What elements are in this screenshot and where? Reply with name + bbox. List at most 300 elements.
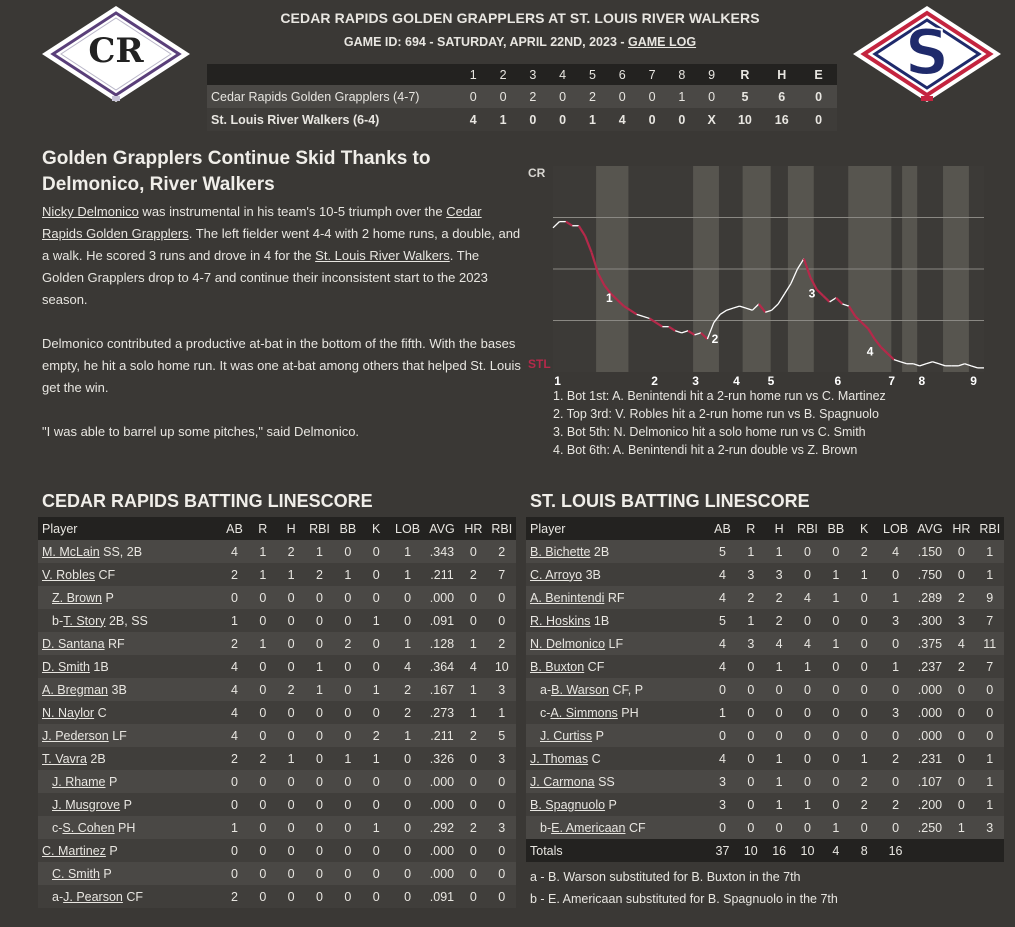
player-cell [38,586,220,609]
batter-row [38,862,516,885]
stat-cell: 0 [220,770,248,793]
stat-cell: 1 [488,701,516,724]
stat-cell: 0 [947,770,975,793]
player-link[interactable]: V. Robles [42,567,96,582]
stat-cell: 0 [488,862,516,885]
stat-cell: .326 [425,747,459,770]
stat-cell: 1 [390,632,424,655]
column-header: RBI [305,517,333,540]
stat-cell: 0 [249,839,277,862]
player-link[interactable]: T. Story [63,613,106,628]
stat-cell: 1 [362,609,390,632]
stat-cell: 1 [737,609,765,632]
stat-cell: 4 [947,632,975,655]
stat-cell: 0 [334,862,362,885]
stat-cell: 3 [737,563,765,586]
stat-cell: 4 [220,540,248,563]
stat-cell: 0 [334,609,362,632]
player-position: PH [617,705,639,720]
player-link[interactable]: Z. Brown [52,590,103,605]
stat-cell: 2 [878,793,912,816]
stat-cell: 0 [220,839,248,862]
stat-cell: 0 [459,609,487,632]
stat-cell: 2 [850,793,878,816]
player-cell [38,563,220,586]
stat-cell: 7 [488,563,516,586]
stat-cell: 0 [277,816,305,839]
inning-score: 1 [488,108,518,131]
player-link[interactable]: M. McLain [42,544,100,559]
player-cell [38,632,220,655]
stat-cell: 0 [793,563,821,586]
team-link[interactable]: St. Louis River Walkers [315,248,450,263]
stat-cell: 3 [765,563,793,586]
batter-row [38,655,516,678]
totals-label: Totals [526,839,708,862]
stat-cell: 1 [277,747,305,770]
inning-score: 2 [518,85,548,108]
stat-cell: .128 [425,632,459,655]
stat-cell: 0 [878,816,912,839]
event-note: 3. Bot 5th: N. Delmonico hit a solo home run vs C. Smith [553,425,866,439]
stat-cell: 0 [459,770,487,793]
inning-header: 6 [607,64,637,85]
stat-cell: 4 [765,632,793,655]
column-header: Player [526,517,708,540]
batting-header-row [526,517,1004,540]
stat-cell: 0 [390,586,424,609]
stat-cell: 3 [947,609,975,632]
player-link[interactable]: J. Rhame [52,774,106,789]
stat-cell: 1 [459,632,487,655]
stat-cell: 0 [793,770,821,793]
inning-score: 1 [578,108,608,131]
player-link[interactable]: N. Naylor [42,705,95,720]
total-cell [976,839,1004,862]
player-position: PH [114,820,136,835]
column-header: RBI [976,517,1004,540]
stat-cell: 0 [277,632,305,655]
batting-header-row [38,517,516,540]
player-link[interactable]: J. Pederson [42,728,109,743]
stat-cell: 0 [822,701,850,724]
player-link[interactable]: E. Americaan [551,820,626,835]
stat-cell: .000 [425,862,459,885]
stat-cell: 1 [976,540,1004,563]
player-link[interactable]: C. Smith [52,866,100,881]
stat-cell: 0 [947,563,975,586]
stat-cell: 1 [976,563,1004,586]
stat-cell: 2 [878,747,912,770]
stat-cell: 2 [305,563,333,586]
stat-cell: 0 [793,747,821,770]
stat-cell: 1 [850,563,878,586]
stat-cell: .211 [425,724,459,747]
column-header: BB [822,517,850,540]
player-link[interactable]: A. Bregman [42,682,109,697]
game-linescore [207,64,837,131]
total-cell [947,839,975,862]
stat-cell: 0 [305,724,333,747]
player-position: 2B, SS [105,613,148,628]
stat-cell: 5 [488,724,516,747]
stat-cell: 0 [390,862,424,885]
stat-cell: 0 [488,609,516,632]
player-cell [38,609,220,632]
game-log-link[interactable]: GAME LOG [628,35,697,49]
batter-row [526,563,1004,586]
stat-cell: 2 [334,632,362,655]
player-cell [526,793,708,816]
player-link[interactable]: A. Simmons [550,705,618,720]
inning-header: 9 [697,64,727,85]
team-link[interactable]: Cedar Rapids Golden Grapplers [42,204,482,241]
stat-cell: 0 [334,701,362,724]
stat-cell: .000 [913,724,947,747]
player-link[interactable]: C. Martinez [42,843,106,858]
stat-cell: 4 [220,701,248,724]
x-tick-label: 1 [554,374,561,388]
stat-cell: 0 [334,586,362,609]
x-tick-label: 8 [918,374,926,388]
stat-cell: 0 [488,885,516,908]
batter-row [526,609,1004,632]
stat-cell: 0 [305,701,333,724]
inning-header: 5 [578,64,608,85]
player-cell [38,816,220,839]
stat-cell: 0 [305,770,333,793]
column-header: BB [334,517,362,540]
player-position: P [605,797,617,812]
stat-cell: 0 [305,862,333,885]
stat-cell: 0 [249,701,277,724]
player-link[interactable]: J. Curtiss [540,728,593,743]
stat-cell: 0 [947,724,975,747]
player-link[interactable]: D. Santana [42,636,105,651]
game-id-date: GAME ID: 694 - SATURDAY, APRIL 22ND, 2023 - [343,35,629,49]
column-header: LOB [390,517,424,540]
batter-row [526,678,1004,701]
player-link[interactable]: N. Delmonico [530,636,606,651]
stat-cell: 0 [362,770,390,793]
column-header: LOB [878,517,912,540]
inning-score: 1 [667,85,697,108]
player-position: LF [108,728,127,743]
stat-cell: 0 [765,724,793,747]
stat-cell: 1 [334,563,362,586]
inning-score: 0 [458,85,488,108]
player-link[interactable]: J. Pearson [63,889,123,904]
player-cell [526,586,708,609]
stat-cell: 0 [305,839,333,862]
player-link[interactable]: J. Thomas [530,751,589,766]
player-cell [38,678,220,701]
stat-cell: 0 [390,816,424,839]
stat-cell: 0 [305,885,333,908]
stat-cell: 2 [850,540,878,563]
substitution-note: a - B. Warson substituted for B. Buxton in the 7th [530,870,801,884]
stat-cell: 0 [947,747,975,770]
stat-cell: .375 [913,632,947,655]
stat-cell: 1 [305,655,333,678]
column-header: R [249,517,277,540]
stat-cell: 1 [390,563,424,586]
stat-cell: 0 [850,724,878,747]
column-header: H [277,517,305,540]
stat-cell: 0 [334,770,362,793]
inning-header: 3 [518,64,548,85]
stat-cell: .750 [913,563,947,586]
player-link[interactable]: B. Spagnuolo [530,797,606,812]
stat-cell: 0 [488,586,516,609]
stat-cell: 0 [793,540,821,563]
inning-score: X [697,108,727,131]
batter-row [526,747,1004,770]
stat-cell: 1 [765,770,793,793]
stat-cell: 1 [765,540,793,563]
stat-cell: 1 [850,747,878,770]
stat-cell: 1 [793,655,821,678]
batter-row [38,563,516,586]
player-position: 3B [582,567,601,582]
stat-cell: 1 [362,678,390,701]
batter-row [526,724,1004,747]
team-name: St. Louis River Walkers (6-4) [207,108,458,131]
inning-score: 0 [488,85,518,108]
stat-cell: 0 [390,839,424,862]
player-cell [38,655,220,678]
sub-prefix: c- [540,705,551,720]
home-batting-title: ST. LOUIS BATTING LINESCORE [530,491,810,511]
column-header: H [765,517,793,540]
column-header: HR [947,517,975,540]
player-link[interactable]: B. Buxton [530,659,585,674]
stat-cell: 0 [737,793,765,816]
inning-header: 1 [458,64,488,85]
stat-cell: 0 [976,701,1004,724]
stat-cell: 10 [488,655,516,678]
stat-cell: 5 [708,540,736,563]
stat-cell: .237 [913,655,947,678]
stat-cell: 0 [334,724,362,747]
stat-cell: 0 [878,678,912,701]
player-cell [526,678,708,701]
stat-cell: 1 [334,747,362,770]
inning-header: R [727,64,764,85]
batter-row [526,586,1004,609]
total-cell: 10 [793,839,821,862]
column-header: AVG [425,517,459,540]
stat-cell: 2 [765,609,793,632]
stat-cell: 0 [459,747,487,770]
total-cell: 16 [878,839,912,862]
event-marker: 1 [606,290,613,305]
player-cell [38,885,220,908]
stat-cell: .150 [913,540,947,563]
stat-cell: 4 [459,655,487,678]
player-cell [38,862,220,885]
stat-cell: 0 [947,678,975,701]
event-note: 4. Bot 6th: A. Benintendi hit a 2-run double vs Z. Brown [553,443,858,457]
column-header: R [737,517,765,540]
player-position: 3B [108,682,127,697]
stat-cell: 0 [459,586,487,609]
player-link[interactable]: J. Carmona [530,774,595,789]
total-cell: 4 [822,839,850,862]
stat-cell: 1 [878,586,912,609]
column-header: AVG [913,517,947,540]
player-link[interactable]: J. Musgrove [52,797,121,812]
stat-cell: 2 [390,678,424,701]
player-position: P [105,843,118,858]
stat-cell: 0 [793,816,821,839]
away-team-logo [40,4,192,104]
total-h: 16 [763,108,800,131]
x-tick-label: 5 [767,374,775,388]
x-tick-label: 6 [834,374,842,388]
stat-cell: 1 [249,632,277,655]
stat-cell: .289 [913,586,947,609]
player-link[interactable]: Nicky Delmonico [42,204,139,219]
inning-score: 0 [697,85,727,108]
stat-cell: .292 [425,816,459,839]
sub-prefix: c- [52,820,63,835]
stat-cell: 1 [737,540,765,563]
stat-cell: 4 [220,678,248,701]
x-tick-label: 7 [888,374,896,388]
event-note: 1. Bot 1st: A. Benintendi hit a 2-run home run vs C. Martinez [553,389,886,403]
inning-score: 4 [607,108,637,131]
player-cell [38,540,220,563]
team-header [207,64,458,85]
stat-cell: 0 [488,770,516,793]
stat-cell: 0 [737,655,765,678]
stat-cell: 1 [822,563,850,586]
stat-cell: 2 [737,586,765,609]
player-link[interactable]: B. Bichette [530,544,591,559]
stat-cell: 0 [793,701,821,724]
stat-cell: 1 [976,747,1004,770]
stat-cell: 0 [305,632,333,655]
batter-row [38,632,516,655]
story-paragraph: Delmonico contributed a productive at-bat in the bottom of the fifth. With the bases empty, he hit a solo home run. It was one at-bat among others that helped St. Louis get the win. [42,336,521,395]
inning-score: 4 [458,108,488,131]
substitution-note: b - E. Americaan substituted for B. Spagnuolo in the 7th [530,892,838,906]
stat-cell: 0 [277,701,305,724]
stat-cell: 1 [976,793,1004,816]
stat-cell: 0 [249,586,277,609]
player-position: CF, P [609,682,644,697]
player-cell [526,770,708,793]
x-tick-label: 9 [970,374,977,388]
player-link[interactable]: T. Vavra [42,751,87,766]
stat-cell: 0 [334,816,362,839]
stat-cell: .000 [913,701,947,724]
column-header: K [850,517,878,540]
x-tick-label: 2 [651,374,658,388]
away-logo-text: CR [88,31,144,71]
substitution-notes [530,866,838,910]
stat-cell: 4 [878,540,912,563]
column-header: RBI [488,517,516,540]
stat-cell: 0 [459,793,487,816]
player-link[interactable]: R. Hoskins [530,613,591,628]
stat-cell: 0 [947,701,975,724]
stat-cell: 0 [737,701,765,724]
story-body: Nicky Delmonico was instrumental in his team's 10-5 triumph over the Cedar Rapids Golden Grapplers. The left fielder went 4-4 with 2 home runs, a double, and a walk. He scored 3 runs and drove in 4 for the St. Louis River Walkers. The Golden Grapplers drop to 4-7 and continue their inconsistent start to the 2023 season. Delmonico contributed a productive at-bat in the bottom of the fifth. With the bases empty, he hit a solo home run. It was one at-bat among others that helped St. Louis get the win. "I was able to barrel up some pitches," said Delmonico. [42,201,522,465]
player-link[interactable]: D. Smith [42,659,90,674]
stat-cell: 0 [793,724,821,747]
player-link[interactable]: C. Arroyo [530,567,583,582]
stat-cell: 1 [459,678,487,701]
stat-cell: 0 [220,862,248,885]
stat-cell: .000 [913,678,947,701]
stat-cell: 1 [249,563,277,586]
stat-cell: .300 [913,609,947,632]
total-cell: 16 [765,839,793,862]
stat-cell: 0 [334,793,362,816]
stat-cell: 0 [362,839,390,862]
column-header: Player [38,517,220,540]
stat-cell: 1 [765,747,793,770]
stat-cell: 0 [459,540,487,563]
batter-row [38,885,516,908]
player-position: P [99,866,112,881]
total-r: 5 [727,85,764,108]
player-link[interactable]: A. Benintendi [530,590,605,605]
stat-cell: 0 [362,701,390,724]
stat-cell: 4 [708,747,736,770]
batter-row [38,586,516,609]
stat-cell: 2 [488,632,516,655]
stat-cell: 3 [488,816,516,839]
stat-cell: 0 [277,724,305,747]
stat-cell: 4 [793,632,821,655]
inning-header: E [800,64,837,85]
stat-cell: 3 [708,793,736,816]
stat-cell: 0 [793,678,821,701]
player-position: CF [95,567,116,582]
player-link[interactable]: S. Cohen [62,820,115,835]
sub-prefix: a- [540,682,552,697]
stat-cell: 2 [947,655,975,678]
stat-cell: .250 [913,816,947,839]
player-cell [38,839,220,862]
linescore-row [207,85,837,108]
stat-cell: 3 [976,816,1004,839]
stat-cell: 5 [708,609,736,632]
stat-cell: 2 [765,586,793,609]
stat-cell: 3 [878,609,912,632]
game-title: CEDAR RAPIDS GOLDEN GRAPPLERS AT ST. LOUIS RIVER WALKERS [280,10,760,26]
stat-cell: 0 [305,609,333,632]
stat-cell: 0 [822,655,850,678]
player-position: SS [594,774,615,789]
event-marker: 4 [866,344,874,359]
stat-cell: 7 [976,609,1004,632]
stat-cell: 1 [390,540,424,563]
stat-cell: 0 [850,678,878,701]
player-cell [526,563,708,586]
stat-cell: 2 [249,747,277,770]
stat-cell: 4 [708,632,736,655]
stat-cell: 1 [305,678,333,701]
batter-row [38,609,516,632]
player-link[interactable]: B. Warson [551,682,610,697]
stat-cell: 2 [459,563,487,586]
total-r: 10 [727,108,764,131]
stat-cell: .000 [425,793,459,816]
